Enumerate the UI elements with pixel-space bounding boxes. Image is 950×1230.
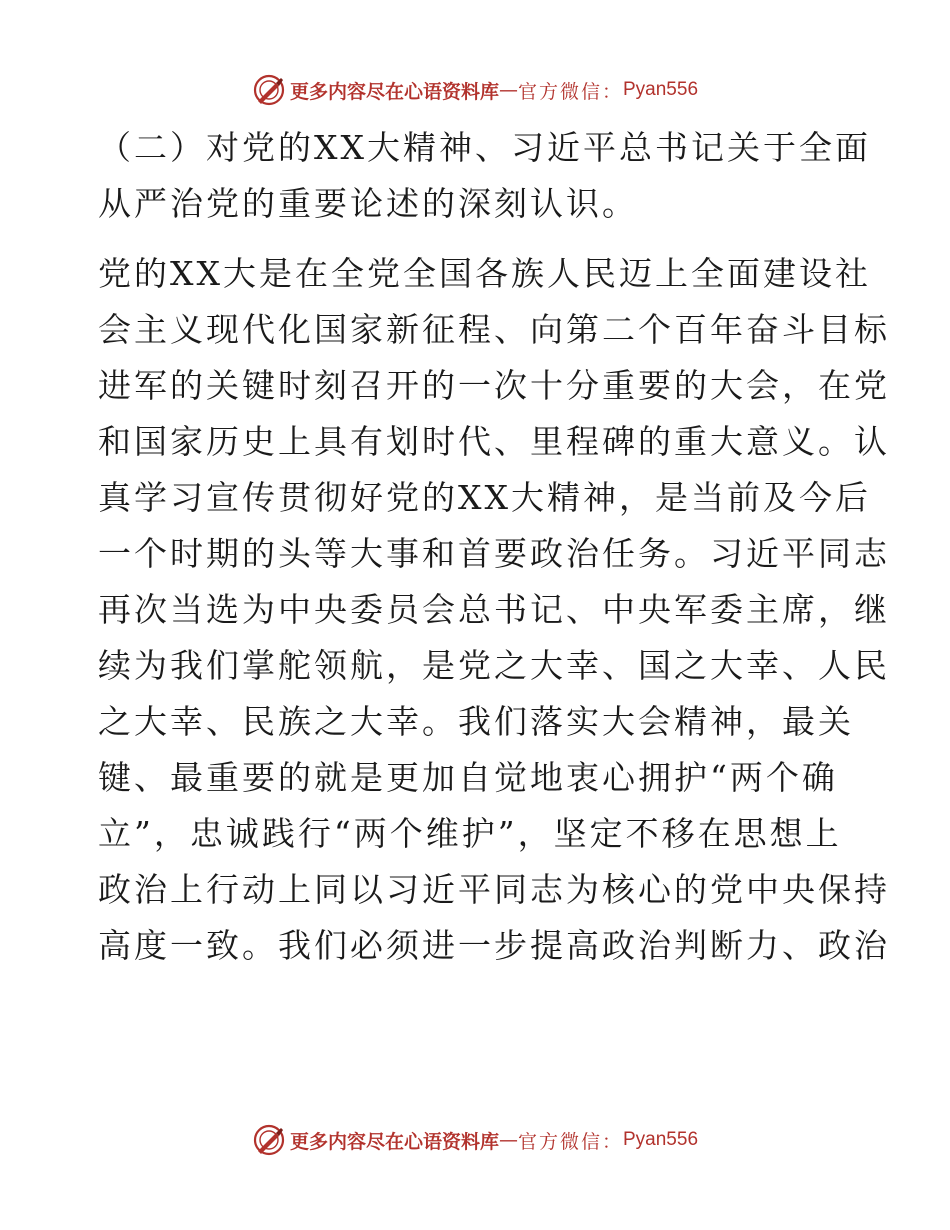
watermark-main-text: 更多内容尽在心语资料库 <box>289 80 499 103</box>
watermark-wechat-id: Pyan556 <box>623 79 699 100</box>
paragraph-line: 高度一致。我们必须进一步提高政治判断力、政治 <box>98 926 890 965</box>
paragraph-line: 和国家历史上具有划时代、里程碑的重大意义。认 <box>98 422 890 461</box>
paragraph-line: 进军的关键时刻召开的一次十分重要的大会，在党 <box>98 366 890 405</box>
watermark-main-text: 更多内容尽在心语资料库 <box>289 1130 499 1153</box>
paragraph-line: 真学习宣传贯彻好党的XX大精神，是当前及今后 <box>98 478 871 517</box>
paragraph-line: 政治上行动上同以习近平同志为核心的党中央保持 <box>98 870 890 909</box>
heading-line: （二）对党的XX大精神、习近平总书记关于全面 <box>98 128 871 167</box>
watermark-wechat-label: 官方微信： <box>517 1130 623 1153</box>
section-heading <box>98 120 871 232</box>
pen-logo-icon <box>252 73 286 107</box>
footer-watermark <box>0 1120 950 1160</box>
body-paragraph <box>98 246 890 974</box>
paragraph-line: 会主义现代化国家新征程、向第二个百年奋斗目标 <box>98 310 890 349</box>
paragraph-line: 立”，忠诚践行“两个维护”，坚定不移在思想上 <box>98 814 842 853</box>
paragraph-line: 键、最重要的就是更加自觉地衷心拥护“两个确 <box>98 758 838 797</box>
paragraph-line: 一个时期的头等大事和首要政治任务。习近平同志 <box>98 534 890 573</box>
document-body <box>98 120 890 974</box>
watermark-wechat-label: 官方微信： <box>517 80 623 103</box>
paragraph-line: 之大幸、民族之大幸。我们落实大会精神，最关 <box>98 702 854 741</box>
watermark-dash: — <box>498 1129 518 1151</box>
pen-logo-icon <box>252 1123 286 1157</box>
paragraph-line: 再次当选为中央委员会总书记、中央军委主席，继 <box>98 590 890 629</box>
header-watermark <box>0 70 950 110</box>
watermark-dash: — <box>498 79 518 101</box>
watermark-wechat-id: Pyan556 <box>623 1129 699 1150</box>
paragraph-line: 续为我们掌舵领航，是党之大幸、国之大幸、人民 <box>98 646 890 685</box>
heading-line: 从严治党的重要论述的深刻认识。 <box>98 184 638 223</box>
paragraph-line: 党的XX大是在全党全国各族人民迈上全面建设社 <box>98 254 871 293</box>
